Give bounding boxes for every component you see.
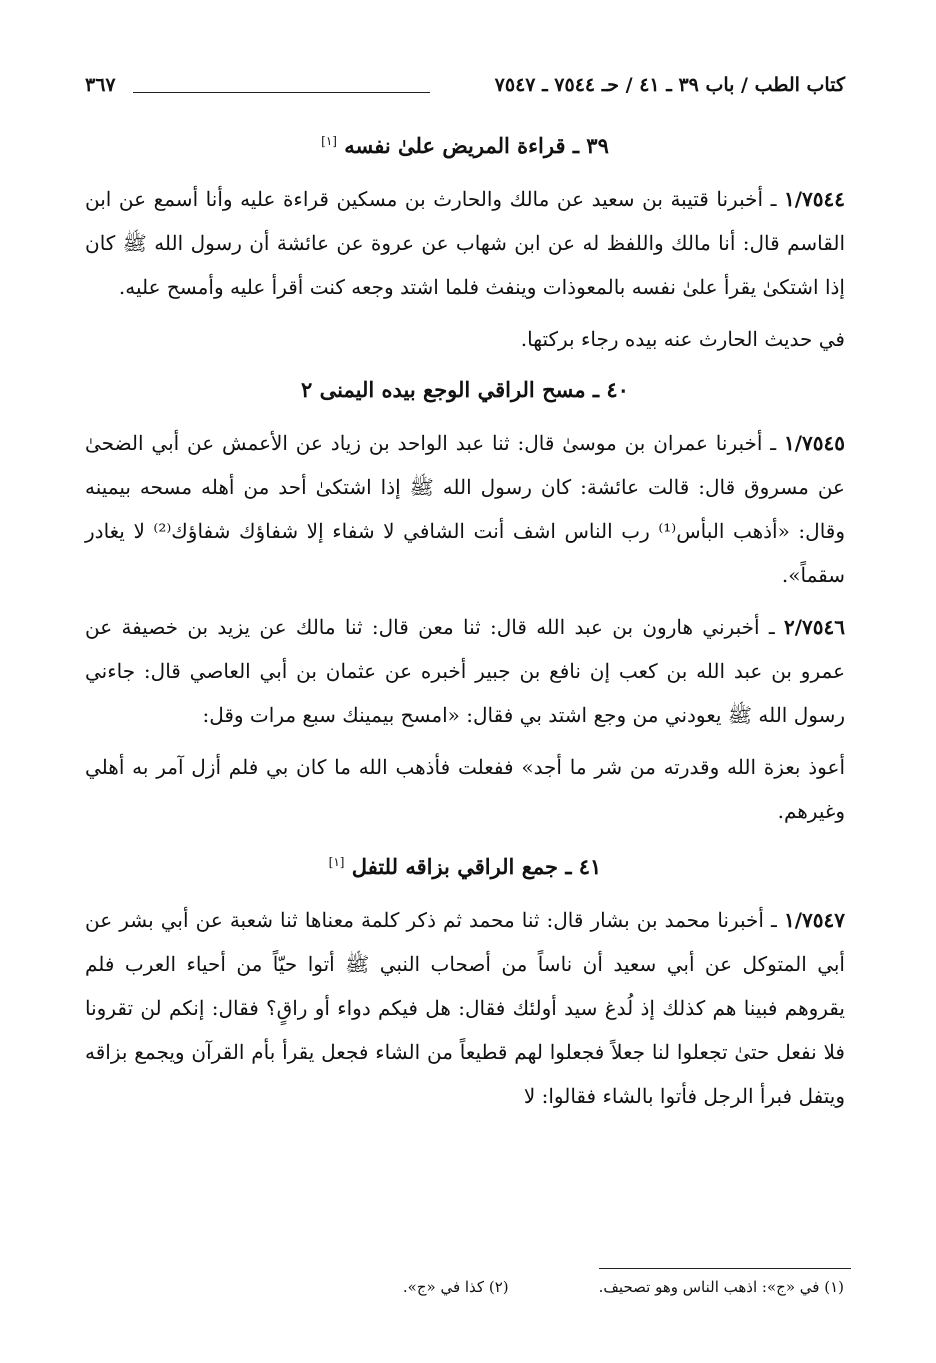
hadith-text: في حديث الحارث عنه بيده رجاء بركتها. (520, 327, 845, 351)
hadith-paragraph (85, 317, 845, 361)
hadith-text: ـ أخبرني هارون بن عبد الله قال: ثنا معن قال: ثنا مالك عن يزيد بن خصيفة عن عمرو بن عبد الله بن كعب إن نافع بن جبير أخبره عن عثمان بن أبي العاصي قال: جاءني رسول الله ﷺ يعودني من وجع اشتد بي فقال: «امسح بيمينك سبع مرات وقل: (85, 615, 845, 727)
page-number: ٣٦٧ (85, 74, 116, 96)
footnote-1: (١) في «ج»: اذهب الناس وهو تصحيف. (598, 1278, 844, 1296)
section-heading-note: [١] (321, 134, 337, 148)
running-head-rule (133, 92, 430, 93)
hadith-paragraph (85, 898, 845, 1118)
section-heading-text: ٤٠ ـ مسح الراقي الوجع بيده اليمنى ٢ (301, 377, 629, 402)
hadith-text: ـ أخبرنا محمد بن بشار قال: ثنا محمد ثم ذكر كلمة معناها ثنا شعبة عن أبي بشر عن أبي المتوكل عن أبي سعيد أن ناساً من أصحاب النبي ﷺ أتوا حيّاً من أحياء العرب فلم يقروهم فبينا هم كذلك إذ لُدغ سيد أولئك فقال: هل فيكم دواء أو راقٍ؟ فقال: إنكم لن تقرونا فلا نفعل حتىٰ تجعلوا لنا جعلاً فجعلوا لهم قطيعاً من الشاء فجعل يقرأ بأم القرآن ويجمع بزاقه ويتفل فبرأ الرجل فأتوا بالشاء فقالوا: لا (85, 908, 845, 1108)
footnote-rule (599, 1268, 851, 1269)
hadith-number: ٢/٧٥٤٦ (783, 615, 845, 639)
footnotes (104, 1278, 844, 1296)
hadith-paragraph (85, 421, 845, 597)
section-heading-note: [١] (328, 855, 345, 869)
hadith-paragraph (85, 745, 845, 833)
section-heading-text: ٣٩ ـ قراءة المريض علىٰ نفسه (344, 133, 609, 158)
hadith-text: ـ أخبرنا عمران بن موسىٰ قال: ثنا عبد الواحد بن زياد عن الأعمش عن أبي الضحىٰ عن مسروق قال: قالت عائشة: كان رسول الله ﷺ إذا اشتكىٰ أحد من أهله مسحه بيمينه وقال: «أذهب البأس⁽¹⁾ رب الناس اشف أنت الشافي لا شفاء إلا شفاؤك شفاؤك⁽²⁾ لا يغادر سقماً». (85, 431, 846, 587)
section-heading-39 (85, 126, 845, 161)
running-head (85, 70, 845, 112)
running-head-title: كتاب الطب / باب ٣٩ ـ ٤١ / حـ ٧٥٤٤ ـ ٧٥٤٧ (494, 74, 845, 96)
hadith-paragraph (85, 605, 845, 737)
hadith-number: ١/٧٥٤٤ (783, 187, 845, 211)
hadith-number: ١/٧٥٤٧ (783, 908, 845, 932)
hadith-text: ـ أخبرنا قتيبة بن سعيد عن مالك والحارث بن مسكين قراءة عليه وأنا أسمع عن ابن القاسم قال: أنا مالك واللفظ له عن ابن شهاب عن عروة عن عائشة أن رسول الله ﷺ كان إذا اشتكىٰ يقرأ علىٰ نفسه بالمعوذات وينفث فلما اشتد وجعه كنت أقرأ عليه وأمسح عليه. (85, 187, 845, 299)
hadith-text: أعوذ بعزة الله وقدرته من شر ما أجد» ففعلت فأذهب الله ما كان بي فلم أزل آمر به أهلي وغيرهم. (85, 755, 845, 823)
hadith-number: ١/٧٥٤٥ (783, 431, 845, 455)
hadith-paragraph (85, 177, 845, 309)
section-heading-41 (85, 847, 845, 882)
section-heading-text: ٤١ ـ جمع الراقي بزاقه للتفل (351, 854, 602, 879)
footnote-2: (٢) كذا في «ج». (402, 1278, 509, 1296)
section-heading-40 (85, 375, 845, 405)
page (85, 70, 845, 1126)
